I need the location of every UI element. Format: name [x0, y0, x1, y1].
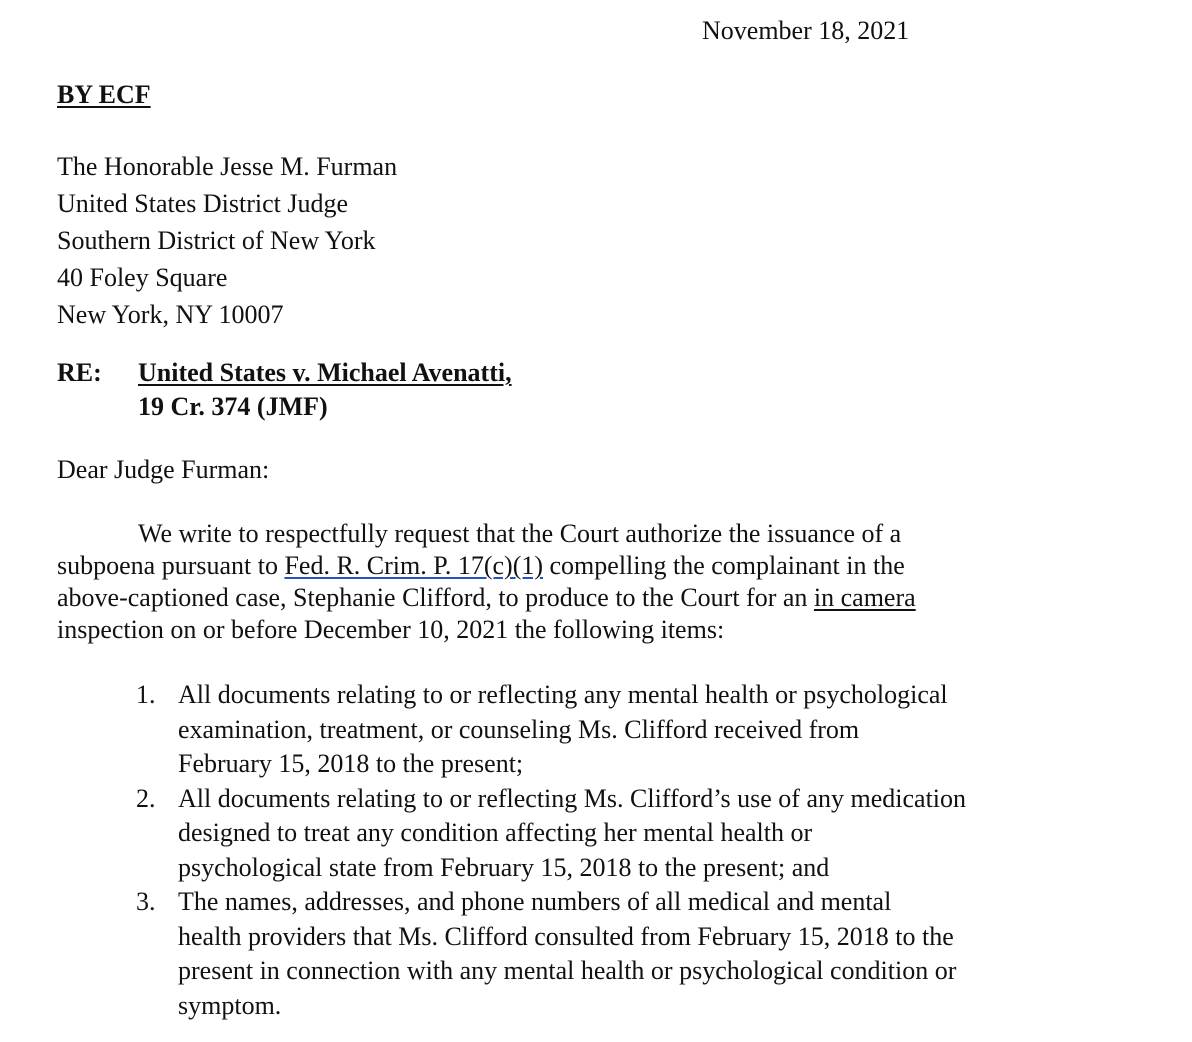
- salutation: Dear Judge Furman:: [57, 455, 270, 484]
- item-number: 1.: [136, 680, 156, 709]
- recipient-address: [57, 148, 397, 333]
- recipient-court: Southern District of New York: [57, 226, 376, 255]
- rule-citation-link[interactable]: Fed. R. Crim. P. 17(c)(1): [284, 551, 544, 580]
- recipient-street: 40 Foley Square: [57, 263, 228, 292]
- recipient-city: New York, NY 10007: [57, 300, 284, 329]
- requested-items-list: [136, 678, 1136, 1023]
- case-title: United States v. Michael Avenatti,: [138, 358, 512, 387]
- list-item: 2. All documents relating to or reflecting Ms. Clifford’s use of any medication designed to treat any condition affecting her mental health or psychological state from February 15, 2018 to the present; and: [136, 783, 967, 882]
- list-item: 1. All documents relating to or reflecting any mental health or psychological examination, treatment, or counseling Ms. Clifford received from February 15, 2018 to the present;: [136, 680, 948, 778]
- recipient-title: United States District Judge: [57, 189, 349, 218]
- re-label: RE:: [57, 358, 102, 387]
- item-number: 3.: [136, 887, 156, 916]
- in-camera-phrase: in camera: [813, 583, 916, 612]
- body-paragraph: [57, 518, 1147, 646]
- body-line: inspection on or before December 10, 2021 the following items:: [57, 615, 725, 644]
- item-number: 2.: [136, 783, 156, 813]
- case-number: 19 Cr. 374 (JMF): [138, 392, 328, 421]
- body-line: We write to respectfully request that the Court authorize the issuance of a: [138, 519, 902, 548]
- body-line: subpoena pursuant to Fed. R. Crim. P. 17(c)(1) compelling the complainant in the: [57, 551, 905, 580]
- delivery-method: BY ECF: [57, 80, 151, 109]
- list-item: 3. The names, addresses, and phone numbers of all medical and mental health providers that Ms. Clifford consulted from February 15, 2018 to the present in connection with any mental health or psychological condition or symptom.: [136, 887, 957, 1020]
- letter-date: November 18, 2021: [702, 16, 910, 45]
- recipient-name: The Honorable Jesse M. Furman: [57, 152, 398, 181]
- body-line: above-captioned case, Stephanie Clifford, to produce to the Court for an in camera: [57, 583, 916, 612]
